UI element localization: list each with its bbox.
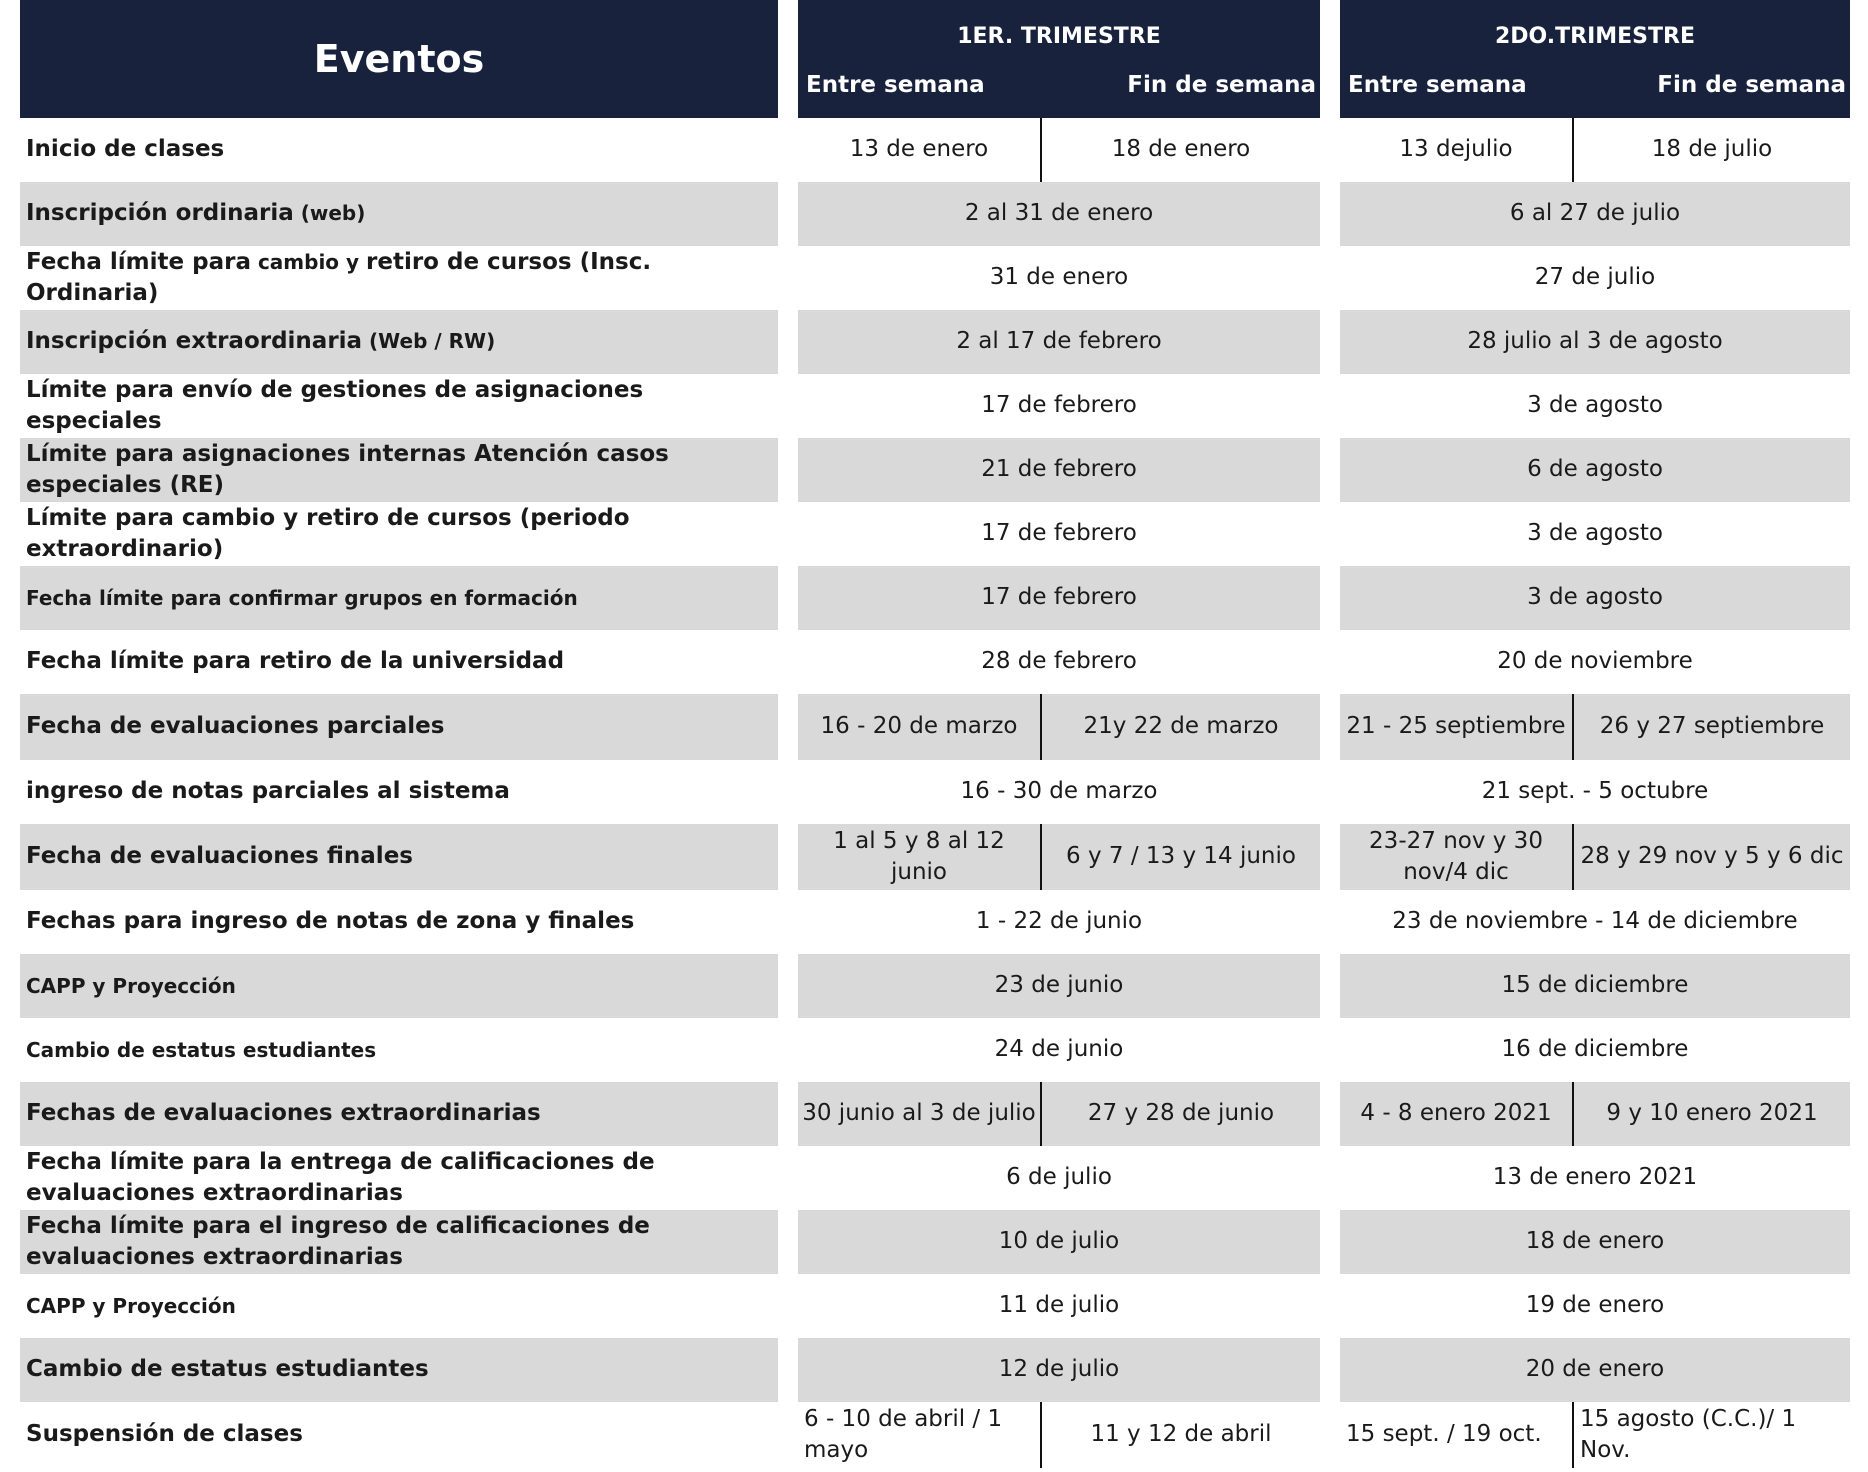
trimester-1-header — [798, 0, 1320, 118]
event-cell — [20, 694, 778, 760]
event-cell — [20, 760, 778, 824]
table-row — [0, 438, 1868, 502]
event-label: CAPP y Proyección — [26, 1293, 236, 1318]
t1-cell: 24 de junio — [994, 1036, 1124, 1063]
event-label: Fecha límite para retiro de la universidad — [26, 648, 565, 675]
t1-cell: 23 de junio — [798, 954, 1320, 1018]
events-header-label: Eventos — [313, 37, 485, 81]
t2-cell: 27 de julio — [1534, 264, 1656, 291]
table-row — [0, 1338, 1868, 1402]
table-row — [0, 824, 1868, 890]
t2-weekday-cell: 15 sept. / 19 oct. — [1346, 1421, 1542, 1448]
event-cell — [20, 1402, 778, 1468]
event-label: ingreso de notas parciales al sistema — [26, 778, 510, 805]
event-label: Fecha límite para la entrega de calificaciones de evaluaciones extraordinarias — [26, 1148, 655, 1206]
table-row — [0, 1402, 1868, 1468]
t1-cell: 17 de febrero — [798, 566, 1320, 630]
t2-weekday-cell: 21 - 25 septiembre — [1340, 694, 1572, 760]
t2-cell: 13 de enero 2021 — [1492, 1164, 1698, 1191]
table-row — [0, 1018, 1868, 1082]
events-header — [20, 0, 778, 118]
t1-cell: 6 de julio — [1006, 1164, 1112, 1191]
t1-weekend-cell: 21y 22 de marzo — [1040, 694, 1320, 760]
event-label: Fecha de evaluaciones finales — [26, 843, 413, 870]
event-cell — [20, 310, 778, 374]
t1-weekend-cell: 6 y 7 / 13 y 14 junio — [1040, 824, 1320, 890]
t1-weekday-cell: 1 al 5 y 8 al 12 junio — [798, 824, 1040, 890]
event-cell — [20, 1210, 778, 1274]
table-row — [0, 694, 1868, 760]
event-label-note: (Web / RW) — [362, 329, 496, 354]
t2-cell: 23 de noviembre - 14 de diciembre — [1392, 908, 1798, 935]
event-cell — [20, 182, 778, 246]
event-label-note: cambio y — [250, 249, 367, 274]
event-cell — [20, 824, 778, 890]
event-cell — [20, 246, 778, 310]
event-cell — [20, 1146, 778, 1210]
t1-cell: 10 de julio — [798, 1210, 1320, 1274]
event-label: Cambio de estatus estudiantes — [26, 1037, 377, 1062]
table-row — [0, 246, 1868, 310]
trimester-1-title: 1ER. TRIMESTRE — [957, 24, 1161, 49]
trimester-2-weekday-label: Entre semana — [1348, 72, 1527, 98]
t1-weekday-cell: 13 de enero — [849, 136, 989, 163]
trimester-1-weekend-label: Fin de semana — [1127, 72, 1316, 98]
t2-cell: 28 julio al 3 de agosto — [1340, 310, 1850, 374]
table-row — [0, 954, 1868, 1018]
event-label: Fecha límite para confirmar grupos en formación — [26, 585, 578, 610]
t1-cell: 11 de julio — [998, 1292, 1120, 1319]
t2-cell: 3 de agosto — [1527, 520, 1663, 547]
event-label: Fechas de evaluaciones extraordinarias — [26, 1100, 541, 1127]
event-cell — [20, 954, 778, 1018]
t1-weekday-cell: 16 - 20 de marzo — [798, 694, 1040, 760]
t1-cell: 21 de febrero — [798, 438, 1320, 502]
t2-cell: 18 de enero — [1340, 1210, 1850, 1274]
t2-cell: 15 de diciembre — [1340, 954, 1850, 1018]
t1-cell: 2 al 17 de febrero — [798, 310, 1320, 374]
event-cell — [20, 630, 778, 694]
t2-cell: 21 sept. - 5 octubre — [1481, 778, 1709, 805]
table-row — [0, 630, 1868, 694]
t2-cell: 20 de enero — [1340, 1338, 1850, 1402]
event-label-note: (web) — [293, 201, 366, 226]
table-row — [0, 1274, 1868, 1338]
event-label: Inscripción extraordinaria — [26, 328, 363, 355]
table-row — [0, 182, 1868, 246]
event-label-rest: retiro de cursos (Insc. Ordinaria) — [26, 248, 652, 306]
event-label: Límite para envío de gestiones de asignaciones especiales — [26, 376, 644, 434]
t2-weekend-cell: 9 y 10 enero 2021 — [1572, 1082, 1850, 1146]
event-label: Fecha de evaluaciones parciales — [26, 713, 445, 740]
t2-weekday-cell: 13 dejulio — [1399, 136, 1513, 163]
t2-cell: 3 de agosto — [1340, 566, 1850, 630]
event-label: Suspensión de clases — [26, 1421, 303, 1448]
table-row — [0, 374, 1868, 438]
table-row — [0, 1082, 1868, 1146]
event-cell — [20, 118, 778, 182]
t2-weekday-cell: 23-27 nov y 30 nov/4 dic — [1340, 824, 1572, 890]
t1-cell: 17 de febrero — [981, 520, 1137, 547]
t2-cell: 6 al 27 de julio — [1340, 182, 1850, 246]
t1-weekday-cell: 6 - 10 de abril / 1 mayo — [804, 1405, 1003, 1463]
event-cell — [20, 890, 778, 954]
event-cell — [20, 566, 778, 630]
event-cell — [20, 1082, 778, 1146]
t2-weekday-cell: 4 - 8 enero 2021 — [1340, 1082, 1572, 1146]
t2-weekend-cell: 26 y 27 septiembre — [1572, 694, 1850, 760]
t1-cell: 2 al 31 de enero — [798, 182, 1320, 246]
event-cell — [20, 1018, 778, 1082]
trimester-2-title: 2DO.TRIMESTRE — [1494, 24, 1696, 49]
trimester-2-weekend-label: Fin de semana — [1657, 72, 1846, 98]
event-label: CAPP y Proyección — [26, 973, 236, 998]
table-row — [0, 502, 1868, 566]
t1-weekday-cell: 30 junio al 3 de julio — [798, 1082, 1040, 1146]
t1-weekend-cell: 18 de enero — [1040, 118, 1320, 182]
t2-cell: 16 de diciembre — [1501, 1036, 1689, 1063]
table-row — [0, 310, 1868, 374]
t2-weekend-cell: 18 de julio — [1572, 118, 1850, 182]
t1-cell: 16 - 30 de marzo — [960, 778, 1158, 805]
calendar-table — [0, 118, 1868, 1468]
trimester-2-header — [1340, 0, 1850, 118]
trimester-1-weekday-label: Entre semana — [806, 72, 985, 98]
t2-weekend-cell: 28 y 29 nov y 5 y 6 dic — [1572, 824, 1850, 890]
event-cell — [20, 502, 778, 566]
t1-cell: 28 de febrero — [981, 648, 1137, 675]
event-label: Límite para cambio y retiro de cursos (periodo extraordinario) — [26, 504, 630, 562]
table-row — [0, 760, 1868, 824]
t2-cell: 3 de agosto — [1527, 392, 1663, 419]
event-label: Inicio de clases — [26, 136, 225, 163]
event-label: Inscripción ordinaria — [26, 200, 294, 227]
event-label: Cambio de estatus estudiantes — [26, 1356, 429, 1383]
t1-cell: 1 - 22 de junio — [975, 908, 1143, 935]
event-cell — [20, 1338, 778, 1402]
t1-cell: 17 de febrero — [981, 392, 1137, 419]
t1-weekend-cell: 27 y 28 de junio — [1040, 1082, 1320, 1146]
event-cell — [20, 438, 778, 502]
event-cell — [20, 374, 778, 438]
t1-cell: 12 de julio — [798, 1338, 1320, 1402]
table-row — [0, 566, 1868, 630]
t2-cell: 19 de enero — [1525, 1292, 1665, 1319]
t2-cell: 20 de noviembre — [1497, 648, 1693, 675]
event-cell — [20, 1274, 778, 1338]
event-label: Fecha límite para el ingreso de calificaciones de evaluaciones extraordinarias — [26, 1212, 650, 1270]
t1-cell: 31 de enero — [989, 264, 1129, 291]
event-label: Fecha límite para — [26, 248, 251, 275]
t1-weekend-cell: 11 y 12 de abril — [1040, 1402, 1320, 1468]
t2-weekend-cell: 15 agosto (C.C.)/ 1 Nov. — [1572, 1402, 1850, 1468]
t2-cell: 6 de agosto — [1340, 438, 1850, 502]
table-row — [0, 1210, 1868, 1274]
event-label: Fechas para ingreso de notas de zona y finales — [26, 908, 635, 935]
event-label: Límite para asignaciones internas Atención casos especiales (RE) — [26, 440, 669, 498]
table-row — [0, 1146, 1868, 1210]
table-row — [0, 890, 1868, 954]
table-row — [0, 118, 1868, 182]
